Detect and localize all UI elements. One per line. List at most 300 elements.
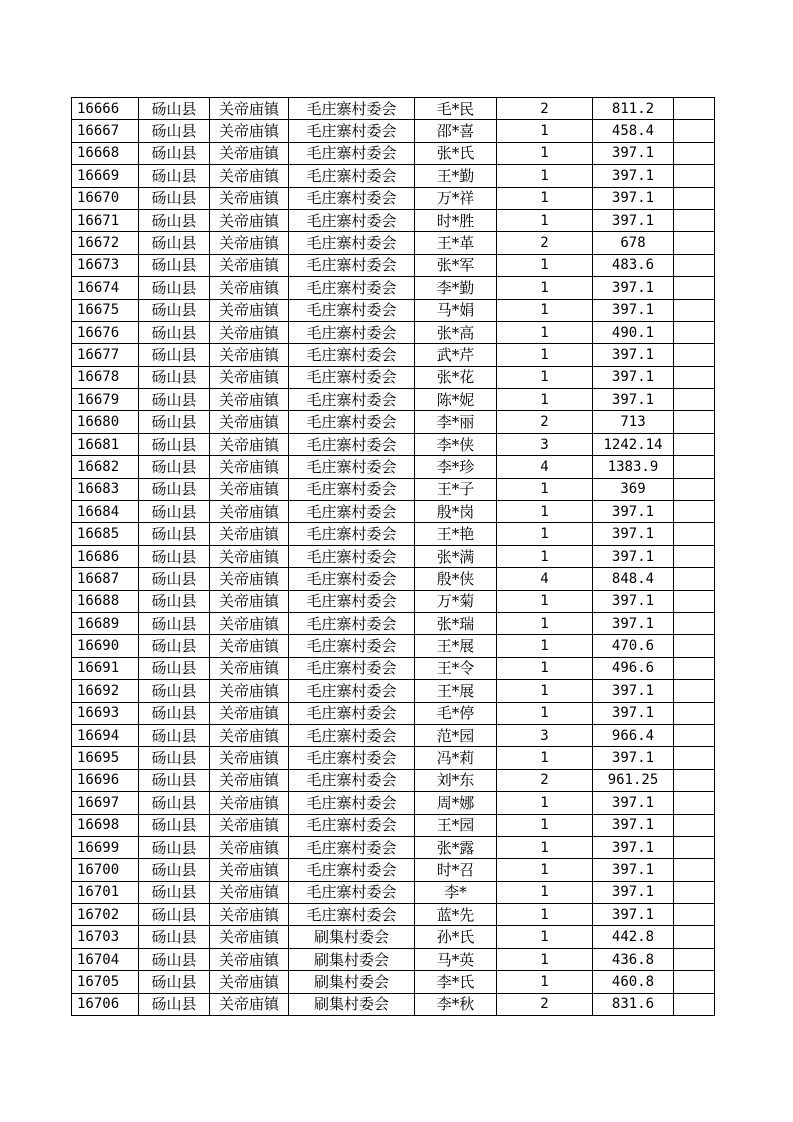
cell-village: 毛庄寨村委会: [289, 98, 415, 120]
cell-count: 1: [497, 545, 593, 567]
cell-town: 关帝庙镇: [210, 187, 289, 209]
cell-id: 16691: [72, 657, 139, 679]
cell-amount: 848.4: [593, 568, 674, 590]
cell-count: 2: [497, 232, 593, 254]
cell-id: 16705: [72, 971, 139, 993]
cell-id: 16693: [72, 702, 139, 724]
cell-town: 关帝庙镇: [210, 680, 289, 702]
cell-id: 16692: [72, 680, 139, 702]
cell-county: 砀山县: [139, 836, 210, 858]
cell-amount: 397.1: [593, 545, 674, 567]
cell-amount: 397.1: [593, 187, 674, 209]
cell-count: 2: [497, 411, 593, 433]
cell-count: 1: [497, 187, 593, 209]
cell-town: 关帝庙镇: [210, 702, 289, 724]
cell-id: 16706: [72, 993, 139, 1015]
cell-amount: 436.8: [593, 948, 674, 970]
table-row: [72, 814, 715, 836]
cell-amount: 397.1: [593, 501, 674, 523]
cell-amount: 397.1: [593, 881, 674, 903]
cell-town: 关帝庙镇: [210, 232, 289, 254]
cell-name: 李*秋: [415, 993, 497, 1015]
table-row: [72, 389, 715, 411]
cell-id: 16686: [72, 545, 139, 567]
cell-id: 16698: [72, 814, 139, 836]
cell-county: 砀山县: [139, 881, 210, 903]
cell-id: 16697: [72, 792, 139, 814]
cell-village: 毛庄寨村委会: [289, 635, 415, 657]
cell-county: 砀山县: [139, 344, 210, 366]
cell-id: 16699: [72, 836, 139, 858]
table-row: [72, 859, 715, 881]
cell-name: 武*芹: [415, 344, 497, 366]
cell-name: 范*园: [415, 724, 497, 746]
cell-name: 张*满: [415, 545, 497, 567]
cell-name: 王*令: [415, 657, 497, 679]
cell-amount: 397.1: [593, 590, 674, 612]
cell-amount: 1242.14: [593, 433, 674, 455]
cell-count: 1: [497, 814, 593, 836]
cell-amount: 470.6: [593, 635, 674, 657]
cell-count: 1: [497, 523, 593, 545]
cell-village: 毛庄寨村委会: [289, 702, 415, 724]
cell-blank: [674, 993, 715, 1015]
cell-village: 毛庄寨村委会: [289, 881, 415, 903]
cell-village: 毛庄寨村委会: [289, 769, 415, 791]
cell-blank: [674, 792, 715, 814]
cell-name: 王*勤: [415, 165, 497, 187]
table-row: [72, 612, 715, 634]
cell-name: 孙*氏: [415, 926, 497, 948]
cell-id: 16669: [72, 165, 139, 187]
cell-amount: 397.1: [593, 366, 674, 388]
cell-amount: 397.1: [593, 277, 674, 299]
table-row: [72, 523, 715, 545]
cell-name: 刘*东: [415, 769, 497, 791]
cell-count: 1: [497, 590, 593, 612]
cell-town: 关帝庙镇: [210, 433, 289, 455]
cell-amount: 490.1: [593, 321, 674, 343]
cell-town: 关帝庙镇: [210, 747, 289, 769]
cell-blank: [674, 904, 715, 926]
cell-id: 16700: [72, 859, 139, 881]
table-row: [72, 277, 715, 299]
cell-blank: [674, 657, 715, 679]
cell-village: 毛庄寨村委会: [289, 187, 415, 209]
cell-village: 毛庄寨村委会: [289, 545, 415, 567]
cell-town: 关帝庙镇: [210, 299, 289, 321]
cell-village: 毛庄寨村委会: [289, 321, 415, 343]
cell-village: 毛庄寨村委会: [289, 120, 415, 142]
table-row: [72, 165, 715, 187]
cell-name: 王*艳: [415, 523, 497, 545]
cell-amount: 442.8: [593, 926, 674, 948]
cell-county: 砀山县: [139, 321, 210, 343]
cell-blank: [674, 142, 715, 164]
cell-blank: [674, 411, 715, 433]
cell-name: 时*召: [415, 859, 497, 881]
cell-county: 砀山县: [139, 98, 210, 120]
cell-count: 4: [497, 456, 593, 478]
cell-name: 李*氏: [415, 971, 497, 993]
table-row: [72, 478, 715, 500]
cell-county: 砀山县: [139, 411, 210, 433]
cell-county: 砀山县: [139, 478, 210, 500]
cell-id: 16678: [72, 366, 139, 388]
cell-village: 毛庄寨村委会: [289, 299, 415, 321]
table-row: [72, 545, 715, 567]
cell-county: 砀山县: [139, 165, 210, 187]
cell-county: 砀山县: [139, 590, 210, 612]
table-body: [72, 98, 715, 1016]
cell-count: 4: [497, 568, 593, 590]
table-row: [72, 747, 715, 769]
cell-county: 砀山县: [139, 792, 210, 814]
cell-count: 1: [497, 209, 593, 231]
cell-blank: [674, 501, 715, 523]
cell-blank: [674, 814, 715, 836]
table-row: [72, 657, 715, 679]
cell-village: 毛庄寨村委会: [289, 612, 415, 634]
cell-count: 1: [497, 680, 593, 702]
cell-blank: [674, 321, 715, 343]
table-row: [72, 366, 715, 388]
cell-amount: 460.8: [593, 971, 674, 993]
cell-county: 砀山县: [139, 456, 210, 478]
cell-county: 砀山县: [139, 724, 210, 746]
cell-name: 张*花: [415, 366, 497, 388]
cell-count: 1: [497, 971, 593, 993]
cell-blank: [674, 98, 715, 120]
cell-blank: [674, 456, 715, 478]
cell-count: 1: [497, 836, 593, 858]
cell-count: 2: [497, 769, 593, 791]
cell-blank: [674, 971, 715, 993]
cell-name: 万*祥: [415, 187, 497, 209]
cell-town: 关帝庙镇: [210, 635, 289, 657]
cell-amount: 369: [593, 478, 674, 500]
cell-town: 关帝庙镇: [210, 277, 289, 299]
cell-town: 关帝庙镇: [210, 478, 289, 500]
cell-amount: 713: [593, 411, 674, 433]
cell-id: 16683: [72, 478, 139, 500]
cell-count: 1: [497, 366, 593, 388]
cell-amount: 397.1: [593, 142, 674, 164]
cell-id: 16689: [72, 612, 139, 634]
table-row: [72, 568, 715, 590]
cell-village: 毛庄寨村委会: [289, 411, 415, 433]
cell-id: 16701: [72, 881, 139, 903]
cell-id: 16704: [72, 948, 139, 970]
cell-count: 2: [497, 98, 593, 120]
cell-village: 毛庄寨村委会: [289, 209, 415, 231]
cell-amount: 397.1: [593, 836, 674, 858]
cell-count: 1: [497, 389, 593, 411]
cell-blank: [674, 926, 715, 948]
cell-amount: 483.6: [593, 254, 674, 276]
cell-blank: [674, 277, 715, 299]
cell-town: 关帝庙镇: [210, 321, 289, 343]
cell-amount: 496.6: [593, 657, 674, 679]
table-row: [72, 635, 715, 657]
cell-name: 王*子: [415, 478, 497, 500]
cell-town: 关帝庙镇: [210, 612, 289, 634]
cell-id: 16690: [72, 635, 139, 657]
cell-count: 1: [497, 792, 593, 814]
cell-count: 1: [497, 254, 593, 276]
cell-amount: 397.1: [593, 747, 674, 769]
cell-blank: [674, 881, 715, 903]
cell-blank: [674, 836, 715, 858]
cell-amount: 397.1: [593, 702, 674, 724]
cell-town: 关帝庙镇: [210, 120, 289, 142]
cell-id: 16679: [72, 389, 139, 411]
cell-village: 毛庄寨村委会: [289, 657, 415, 679]
cell-id: 16696: [72, 769, 139, 791]
cell-blank: [674, 680, 715, 702]
cell-id: 16702: [72, 904, 139, 926]
cell-village: 毛庄寨村委会: [289, 433, 415, 455]
cell-amount: 397.1: [593, 792, 674, 814]
cell-amount: 831.6: [593, 993, 674, 1015]
table-row: [72, 769, 715, 791]
cell-count: 1: [497, 635, 593, 657]
cell-town: 关帝庙镇: [210, 411, 289, 433]
cell-count: 1: [497, 904, 593, 926]
table-row: [72, 209, 715, 231]
cell-blank: [674, 568, 715, 590]
cell-id: 16673: [72, 254, 139, 276]
cell-town: 关帝庙镇: [210, 948, 289, 970]
cell-name: 张*高: [415, 321, 497, 343]
cell-blank: [674, 120, 715, 142]
cell-county: 砀山县: [139, 971, 210, 993]
cell-blank: [674, 859, 715, 881]
cell-blank: [674, 612, 715, 634]
cell-name: 王*革: [415, 232, 497, 254]
cell-county: 砀山县: [139, 501, 210, 523]
cell-village: 毛庄寨村委会: [289, 501, 415, 523]
cell-town: 关帝庙镇: [210, 859, 289, 881]
cell-town: 关帝庙镇: [210, 209, 289, 231]
cell-id: 16695: [72, 747, 139, 769]
cell-id: 16668: [72, 142, 139, 164]
cell-id: 16667: [72, 120, 139, 142]
cell-county: 砀山县: [139, 187, 210, 209]
cell-county: 砀山县: [139, 859, 210, 881]
cell-town: 关帝庙镇: [210, 590, 289, 612]
cell-county: 砀山县: [139, 120, 210, 142]
cell-village: 毛庄寨村委会: [289, 724, 415, 746]
cell-name: 李*珍: [415, 456, 497, 478]
cell-count: 1: [497, 321, 593, 343]
cell-amount: 1383.9: [593, 456, 674, 478]
table-row: [72, 299, 715, 321]
cell-name: 蓝*先: [415, 904, 497, 926]
cell-amount: 397.1: [593, 814, 674, 836]
cell-count: 1: [497, 299, 593, 321]
cell-county: 砀山县: [139, 142, 210, 164]
cell-name: 殷*岗: [415, 501, 497, 523]
cell-amount: 397.1: [593, 209, 674, 231]
cell-name: 时*胜: [415, 209, 497, 231]
cell-count: 1: [497, 344, 593, 366]
cell-id: 16671: [72, 209, 139, 231]
cell-id: 16687: [72, 568, 139, 590]
table-row: [72, 724, 715, 746]
cell-id: 16666: [72, 98, 139, 120]
cell-county: 砀山县: [139, 769, 210, 791]
cell-blank: [674, 747, 715, 769]
cell-count: 1: [497, 277, 593, 299]
cell-amount: 397.1: [593, 523, 674, 545]
cell-county: 砀山县: [139, 635, 210, 657]
records-table: [71, 97, 715, 1016]
table-row: [72, 501, 715, 523]
cell-blank: [674, 344, 715, 366]
cell-amount: 397.1: [593, 612, 674, 634]
cell-blank: [674, 254, 715, 276]
cell-town: 关帝庙镇: [210, 366, 289, 388]
table-row: [72, 993, 715, 1015]
cell-county: 砀山县: [139, 657, 210, 679]
table-row: [72, 321, 715, 343]
cell-blank: [674, 165, 715, 187]
cell-village: 毛庄寨村委会: [289, 747, 415, 769]
cell-count: 1: [497, 478, 593, 500]
cell-id: 16672: [72, 232, 139, 254]
cell-town: 关帝庙镇: [210, 545, 289, 567]
table-row: [72, 411, 715, 433]
cell-county: 砀山县: [139, 209, 210, 231]
cell-name: 周*娜: [415, 792, 497, 814]
cell-blank: [674, 478, 715, 500]
table-row: [72, 98, 715, 120]
cell-village: 毛庄寨村委会: [289, 568, 415, 590]
cell-county: 砀山县: [139, 277, 210, 299]
cell-county: 砀山县: [139, 523, 210, 545]
cell-town: 关帝庙镇: [210, 769, 289, 791]
cell-county: 砀山县: [139, 926, 210, 948]
cell-county: 砀山县: [139, 904, 210, 926]
cell-village: 刷集村委会: [289, 926, 415, 948]
cell-town: 关帝庙镇: [210, 904, 289, 926]
cell-village: 毛庄寨村委会: [289, 904, 415, 926]
cell-town: 关帝庙镇: [210, 142, 289, 164]
cell-village: 毛庄寨村委会: [289, 366, 415, 388]
cell-id: 16676: [72, 321, 139, 343]
cell-count: 1: [497, 881, 593, 903]
cell-id: 16685: [72, 523, 139, 545]
cell-town: 关帝庙镇: [210, 792, 289, 814]
cell-blank: [674, 635, 715, 657]
cell-amount: 397.1: [593, 859, 674, 881]
cell-count: 1: [497, 926, 593, 948]
table-row: [72, 702, 715, 724]
cell-id: 16677: [72, 344, 139, 366]
table-row: [72, 232, 715, 254]
cell-blank: [674, 232, 715, 254]
table-row: [72, 590, 715, 612]
cell-village: 毛庄寨村委会: [289, 456, 415, 478]
table-row: [72, 948, 715, 970]
cell-town: 关帝庙镇: [210, 881, 289, 903]
cell-village: 毛庄寨村委会: [289, 389, 415, 411]
cell-count: 1: [497, 612, 593, 634]
cell-town: 关帝庙镇: [210, 993, 289, 1015]
cell-count: 1: [497, 165, 593, 187]
cell-name: 马*娟: [415, 299, 497, 321]
cell-village: 毛庄寨村委会: [289, 859, 415, 881]
cell-name: 毛*民: [415, 98, 497, 120]
cell-name: 李*勤: [415, 277, 497, 299]
cell-town: 关帝庙镇: [210, 814, 289, 836]
cell-count: 1: [497, 702, 593, 724]
cell-town: 关帝庙镇: [210, 568, 289, 590]
cell-village: 毛庄寨村委会: [289, 277, 415, 299]
cell-town: 关帝庙镇: [210, 971, 289, 993]
cell-id: 16694: [72, 724, 139, 746]
cell-count: 3: [497, 724, 593, 746]
cell-town: 关帝庙镇: [210, 165, 289, 187]
cell-county: 砀山县: [139, 232, 210, 254]
cell-village: 刷集村委会: [289, 948, 415, 970]
cell-blank: [674, 545, 715, 567]
cell-blank: [674, 948, 715, 970]
cell-count: 1: [497, 657, 593, 679]
cell-town: 关帝庙镇: [210, 501, 289, 523]
cell-town: 关帝庙镇: [210, 724, 289, 746]
cell-name: 张*军: [415, 254, 497, 276]
table-row: [72, 187, 715, 209]
cell-town: 关帝庙镇: [210, 926, 289, 948]
cell-village: 毛庄寨村委会: [289, 590, 415, 612]
cell-blank: [674, 769, 715, 791]
cell-amount: 458.4: [593, 120, 674, 142]
cell-village: 毛庄寨村委会: [289, 254, 415, 276]
cell-village: 毛庄寨村委会: [289, 142, 415, 164]
cell-blank: [674, 724, 715, 746]
table-row: [72, 926, 715, 948]
cell-village: 刷集村委会: [289, 971, 415, 993]
cell-count: 2: [497, 993, 593, 1015]
cell-town: 关帝庙镇: [210, 254, 289, 276]
cell-amount: 397.1: [593, 299, 674, 321]
cell-village: 毛庄寨村委会: [289, 344, 415, 366]
cell-blank: [674, 590, 715, 612]
cell-amount: 397.1: [593, 165, 674, 187]
table-row: [72, 836, 715, 858]
cell-town: 关帝庙镇: [210, 523, 289, 545]
cell-name: 殷*侠: [415, 568, 497, 590]
cell-amount: 966.4: [593, 724, 674, 746]
cell-county: 砀山县: [139, 993, 210, 1015]
cell-name: 冯*莉: [415, 747, 497, 769]
cell-village: 毛庄寨村委会: [289, 792, 415, 814]
cell-county: 砀山县: [139, 299, 210, 321]
cell-id: 16674: [72, 277, 139, 299]
cell-blank: [674, 187, 715, 209]
cell-county: 砀山县: [139, 254, 210, 276]
cell-count: 1: [497, 120, 593, 142]
cell-name: 张*氏: [415, 142, 497, 164]
cell-amount: 397.1: [593, 389, 674, 411]
cell-name: 万*菊: [415, 590, 497, 612]
cell-town: 关帝庙镇: [210, 389, 289, 411]
cell-town: 关帝庙镇: [210, 98, 289, 120]
table-row: [72, 881, 715, 903]
cell-count: 1: [497, 501, 593, 523]
